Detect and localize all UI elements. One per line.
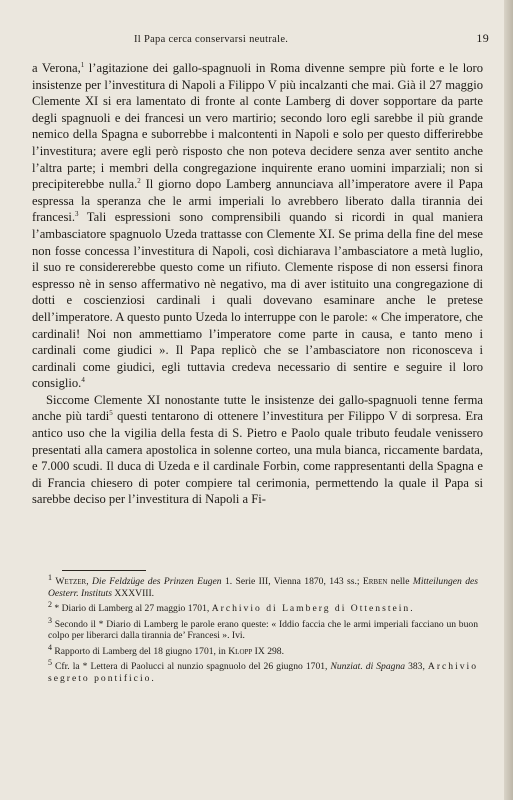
- text-run: Cfr. la * Lettera di Paolucci al nunzio spagnuolo del 26 giugno 1701,: [52, 661, 331, 673]
- text-run: Archivio di Lamberg di Ottenstein.: [211, 603, 415, 615]
- text-run: Nunziat. di Spagna: [330, 661, 406, 673]
- text-run: Secondo il * Diario di Lamberg le parole erano queste: « Iddio faccia che le armi imperiali facciano un buon colpo per liberarci dalla tirannia de’ Francesi ». Ivi.: [48, 618, 478, 642]
- text-run: 1. Serie III, Vienna 1870, 143 ss.;: [221, 576, 363, 588]
- footnote: [48, 599, 478, 615]
- footnote-rule: [62, 570, 146, 571]
- running-title: Il Papa cerca conservarsi neutrale.: [134, 34, 289, 45]
- text-run: questi tentarono di ottenere l’investitura per Filippo V di sorpresa. Era antico uso che la vigilia della festa di S. Pietro e Paolo quale tributo feudale venissero presentati alla camera apostolica in solenne corteo, una mula bianca, riccamente bardata, e 7.000 scudi. Il duca di Uzeda e il cardinale Forbin, come rappresentanti della Spagna e di Francia chiesero di poter compiere tal cerimonia, permettendo la quale il Papa si sarebbe deciso per l’investitura di Napoli a Fi-: [32, 409, 483, 507]
- text-run: Klopp: [228, 645, 253, 657]
- footnote-ref: 1: [80, 60, 85, 69]
- page-header: [34, 31, 489, 49]
- footnote-number: 1: [48, 573, 52, 582]
- footnote: [48, 657, 478, 684]
- footnote-ref: 2: [137, 176, 141, 185]
- footnote-number: 3: [48, 615, 52, 625]
- text-run: Tali espressioni sono comprensibili quando si ricordi in qual maniera l’ambasciatore spagnuolo Uzeda trattasse con Clemente XI. Se prima della fine del mese non fosse concessa l’investitura di Napoli, così dichiarava l’ambasciatore a metà luglio, il suo re considererebbe questo come un rifiuto. Clemente rispose di non essersi finora espresso nè in senso affermativo nè negativo, ma di aver istituito una congregazione di dotti e coscienziosi cardinali i quali dovevano esaminare anche le pretese dell’imperatore. A questo punto Uzeda lo interruppe con le parole: « Che imperatore, che cardinali! Noi non ammettiamo l’imperatore come parte in causa, e tanto meno i cardinali come giudici ». Il Papa replicò che se l’ambasciatore non riconosceva i cardinali come giudici, egli tuttavia credeva necessario di sentire e seguire il loro consiglio.: [32, 210, 483, 391]
- text-run: Archivio segreto pontificio.: [48, 661, 479, 684]
- text-run: Erben: [362, 576, 388, 588]
- text-run: 383,: [405, 661, 428, 673]
- footnote: [48, 615, 478, 642]
- text-run: Il giorno dopo Lamberg annunciava all’imperatore avere il Papa espressa la speranza che le armi imperiali lo avrebbero liberato dalla tirannia dei francesi.: [32, 177, 484, 225]
- footnote-number: 2: [48, 600, 52, 609]
- text-run: XXXVIII.: [111, 587, 155, 599]
- footnote: [48, 572, 478, 599]
- footnotes: [48, 572, 478, 684]
- text-run: Wetzer,: [55, 576, 89, 588]
- text-run: a Verona,: [32, 61, 81, 75]
- text-run: l’agitazione dei gallo-spagnuoli in Roma divenne sempre più forte e le loro insistenze per l’investitura di Napoli a Filippo V più incalzanti che mai. Già il 27 maggio Clemente XI si era lamentato di fronte al conte Lamberg di dover sopportare da parte degli spagnuoli e dei francesi un vero martirio; secondo loro egli sarebbe il più grande nemico della Spagna e suborrebbe i malcontenti in Napoli e solo per questo differirebbe l’investitura; avere egli però risposto che non poteva decidere senza aver sentito anche l’altra parte; i membri della congregazione inquirente erano uomini imparziali; non si precipiterebbe nulla.: [32, 61, 483, 192]
- body-text: [32, 60, 483, 508]
- footnote-number: 5: [48, 658, 52, 668]
- footnote-ref: 4: [81, 376, 85, 385]
- text-run: Rapporto di Lamberg del 18 giugno 1701, in: [52, 645, 229, 657]
- text-run: Mitteilungen des Oesterr. Instituts: [48, 576, 479, 599]
- text-run: Siccome Clemente XI nonostante tutte le insistenze dei gallo-spagnuoli tenne ferma anche più tardi: [32, 392, 483, 424]
- paragraph: [32, 60, 483, 392]
- text-run: IX 298.: [252, 645, 284, 657]
- footnote-number: 4: [48, 642, 52, 652]
- text-run: Die Feldzüge des Prinzen Eugen: [88, 576, 222, 588]
- footnote-ref: 3: [75, 210, 79, 219]
- paragraph: [32, 392, 483, 508]
- text-run: nelle: [387, 576, 413, 588]
- footnote-ref: 5: [109, 409, 113, 418]
- page-edge: [504, 0, 513, 800]
- footnote: [48, 642, 478, 658]
- page-number: 19: [476, 31, 489, 45]
- text-run: * Diario di Lamberg al 27 maggio 1701,: [52, 603, 212, 615]
